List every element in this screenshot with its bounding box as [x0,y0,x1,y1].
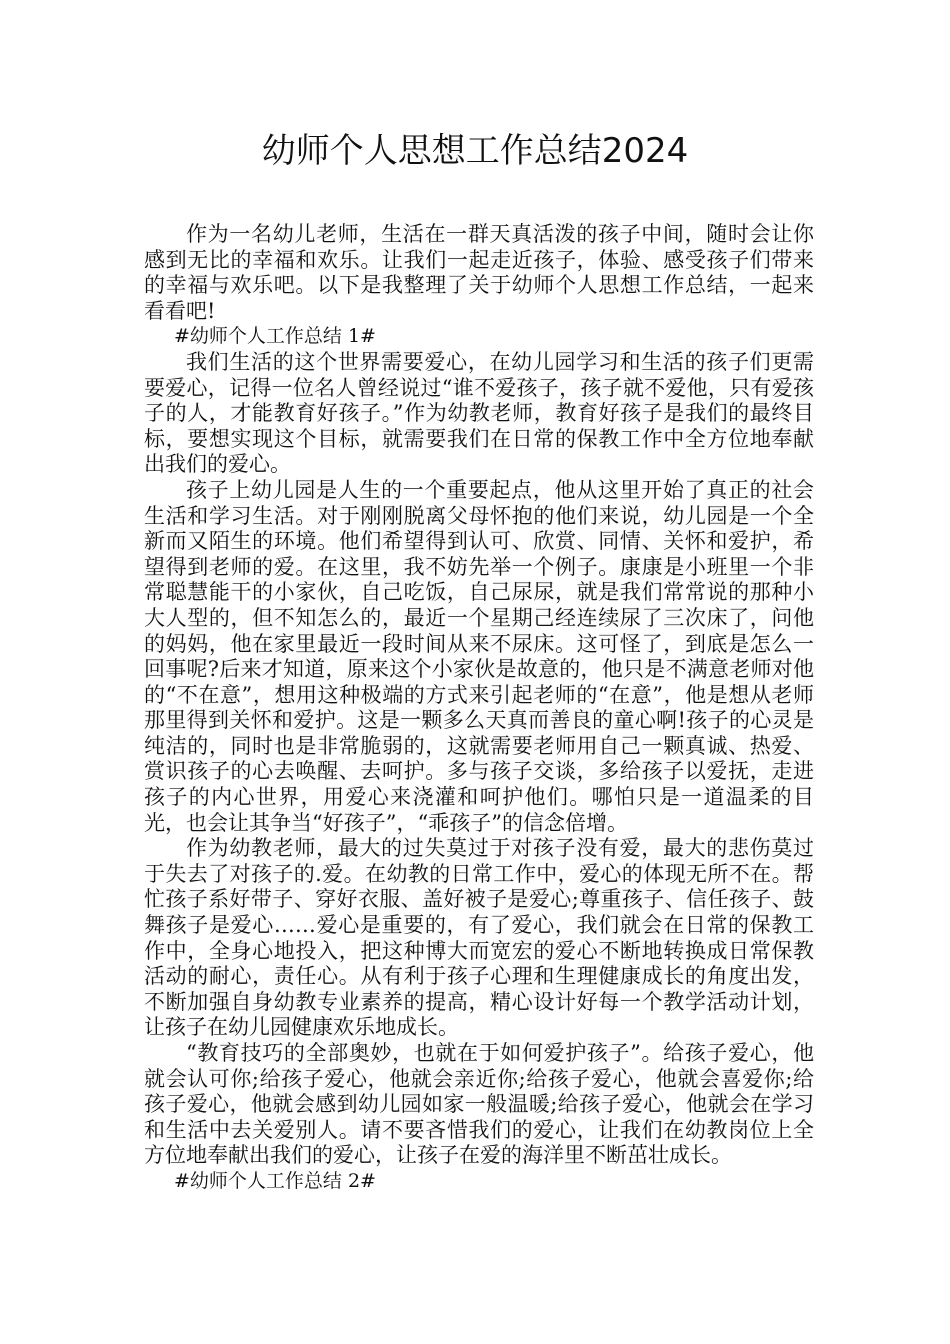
body-paragraph: “教育技巧的全部奥妙，也就在于如何爱护孩子”。给孩子爱心，他就会认可你;给孩子爱心，他就会亲近你;给孩子爱心，他就会喜爱你;给孩子爱心，他就会感到幼儿园如家一般温暖;给孩子爱心，他就会在学习和生活中去关爱别人。请不要吝惜我们的爱心，让我们在幼教岗位上全方位地奉献出我们的爱心，让孩子在爱的海洋里不断茁壮成长。 [144,1041,814,1168]
intro-paragraph: 作为一名幼儿老师，生活在一群天真活泼的孩子中间，随时会让你感到无比的幸福和欢乐。让我们一起走近孩子，体验、感受孩子们带来的幸福与欢乐吧。以下是我整理了关于幼师个人思想工作总结，一起来看看吧! [144,222,814,323]
section-heading-2: #幼师个人工作总结 2# [174,1169,376,1192]
body-paragraph: 孩子上幼儿园是人生的一个重要起点，他从这里开始了真正的社会生活和学习生活。对于刚刚脱离父母怀抱的他们来说，幼儿园是一个全新而又陌生的环境。他们希望得到认可、欣赏、同情、关怀和爱护，希望得到老师的爱。在这里，我不妨先举一个例子。康康是小班里一个非常聪慧能干的小家伙，自己吃饭，自己尿尿，就是我们常常说的那种小大人型的，但不知怎么的，最近一个星期己经连续尿了三次床了，问他的妈妈，他在家里最近一段时间从来不尿床。这可怪了，到底是怎么一回事呢?后来才知道，原来这个小家伙是故意的，他只是不满意老师对他的“不在意”，想用这种极端的方式来引起老师的“在意”，他是想从老师那里得到关怀和爱护。这是一颗多么天真而善良的童心啊!孩子的心灵是纯洁的，同时也是非常脆弱的，这就需要老师用自己一颗真诚、热爱、赏识孩子的心去唤醒、去呵护。多与孩子交谈，多给孩子以爱抚，走进孩子的内心世界，用爱心来浇灌和呵护他们。哪怕只是一道温柔的目光，也会让其争当“好孩子”，“乖孩子”的信念倍增。 [144,477,814,835]
body-paragraph: 我们生活的这个世界需要爱心，在幼儿园学习和生活的孩子们更需要爱心，记得一位名人曾经说过“谁不爱孩子，孩子就不爱他，只有爱孩子的人，才能教育好孩子。”作为幼教老师，教育好孩子是我们的最终目标，要想实现这个目标，就需要我们在日常的保教工作中全方位地奉献出我们的爱心。 [144,349,814,477]
section-heading-1: #幼师个人工作总结 1# [174,325,376,348]
body-paragraph: 作为幼教老师，最大的过失莫过于对孩子没有爱，最大的悲伤莫过于失去了对孩子的.爱。在幼教的日常工作中，爱心的体现无所不在。帮忙孩子系好带子、穿好衣服、盖好被子是爱心;尊重孩子、信任孩子、鼓舞孩子是爱心……爱心是重要的，有了爱心，我们就会在日常的保教工作中，全身心地投入，把这种博大而宽宏的爱心不断地转换成日常保教活动的耐心，责任心。从有利于孩子心理和生理健康成长的角度出发，不断加强自身幼教专业素养的提高，精心设计好每一个教学活动计划，让孩子在幼儿园健康欢乐地成长。 [144,836,814,1040]
document-body [144,222,814,1195]
document-title: 幼师个人思想工作总结2024 [261,131,689,171]
